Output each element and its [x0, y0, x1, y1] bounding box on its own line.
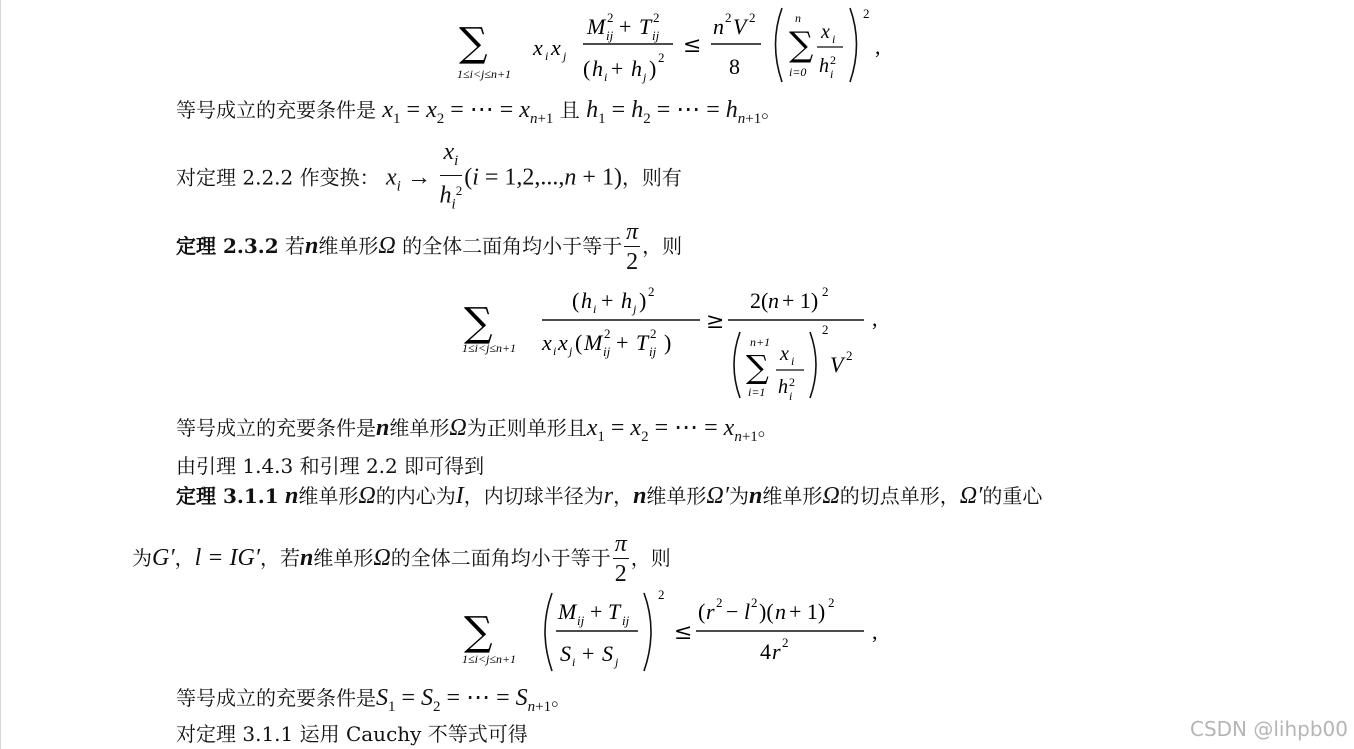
equality-condition-1: 等号成立的充要条件是 $x_1 = x_2$ = ⋯ = $x_{n+1}$ 且 $h_1 = h_2$ = ⋯ = $h_{n+1}$。: [176, 97, 782, 127]
svg-text:+: +: [601, 288, 614, 313]
svg-text:+: +: [582, 641, 595, 666]
svg-text:i: i: [830, 67, 834, 81]
svg-text:T: T: [636, 330, 649, 355]
svg-text:i=1: i=1: [748, 385, 766, 399]
svg-text:ij: ij: [603, 344, 611, 359]
cauchy-line: 对定理 3.1.1 运用 Cauchy 不等式可得: [176, 722, 528, 746]
svg-text:≥: ≥: [706, 309, 725, 334]
theorem-2-3-2: 定理 2.3.2 若n维单形Ω 的全体二面角均小于等于 $\frac{\pi}{2}$ ，则: [176, 219, 683, 275]
svg-text:j: j: [569, 344, 573, 358]
svg-text:2: 2: [604, 326, 611, 341]
svg-text:2: 2: [650, 326, 657, 341]
svg-text:+: +: [611, 56, 624, 81]
svg-text:M: M: [558, 599, 577, 624]
svg-text:j: j: [643, 70, 647, 84]
svg-text:+ 1): + 1): [789, 599, 826, 624]
svg-text:S: S: [560, 641, 571, 666]
svg-text:x: x: [821, 21, 830, 43]
svg-text:r: r: [706, 599, 715, 624]
svg-text:≤: ≤: [674, 620, 693, 645]
svg-text:i: i: [545, 49, 549, 63]
svg-text:1≤i<j≤n+1: 1≤i<j≤n+1: [462, 652, 517, 666]
svg-text:4: 4: [760, 639, 771, 664]
equality-condition-3: 等号成立的充要条件是$S_1 = S_2$ = ⋯ = $S_{n+1}$。: [176, 685, 572, 715]
svg-text:h: h: [819, 55, 829, 77]
svg-text:,: ,: [872, 619, 878, 644]
svg-text:i: i: [791, 354, 795, 368]
svg-text:≤: ≤: [683, 33, 702, 58]
svg-text:2: 2: [789, 375, 795, 389]
svg-text:(: (: [575, 330, 583, 355]
svg-text:n: n: [795, 11, 801, 25]
theorem-label: 定理 2.3.2: [176, 234, 279, 258]
svg-text:h: h: [621, 288, 632, 313]
theorem-3-1-1: 定理 3.1.1 n维单形Ω的内心为I，内切球半径为r，n维单形Ω′为n维单形Ω的切点单形，Ω′的重心: [176, 483, 1043, 509]
svg-text:r: r: [772, 639, 781, 664]
svg-text:i: i: [832, 32, 836, 46]
svg-text:ij: ij: [649, 344, 657, 359]
svg-text:2: 2: [863, 6, 870, 21]
svg-text:2: 2: [653, 10, 660, 25]
theorem-label: 定理 3.1.1: [176, 484, 279, 508]
svg-text:2: 2: [782, 635, 789, 650]
inequality-3: [460, 585, 890, 680]
svg-text:M: M: [587, 14, 606, 39]
inequality-1: [455, 0, 895, 95]
svg-text:): ): [664, 330, 672, 355]
svg-text:i: i: [553, 344, 557, 358]
svg-text:2: 2: [749, 10, 756, 25]
svg-text:2: 2: [830, 53, 836, 67]
svg-text:2(: 2(: [750, 288, 769, 313]
svg-text:i: i: [789, 389, 793, 403]
svg-text:2: 2: [822, 284, 829, 299]
svg-text:h: h: [631, 56, 642, 81]
inequality-2: [460, 280, 890, 405]
svg-text:n: n: [775, 599, 786, 624]
svg-text:2: 2: [822, 322, 829, 337]
svg-text:(: (: [583, 56, 591, 81]
svg-text:∑: ∑: [746, 348, 769, 386]
svg-text:j: j: [633, 302, 637, 316]
svg-text:x: x: [558, 330, 568, 355]
svg-text:n: n: [768, 288, 779, 313]
svg-text:l: l: [744, 599, 751, 624]
svg-text:2: 2: [751, 595, 758, 610]
svg-text:i=0: i=0: [789, 65, 807, 79]
svg-text:1≤i<j≤n+1: 1≤i<j≤n+1: [457, 67, 512, 81]
csdn-watermark: CSDN @lihpb00: [1189, 717, 1348, 741]
svg-text:ij: ij: [622, 613, 630, 628]
svg-text:i: i: [593, 302, 597, 316]
svg-text:T: T: [608, 599, 621, 624]
lemma-reference: 由引理 1.4.3 和引理 2.2 即可得到: [176, 454, 485, 478]
svg-text:V: V: [830, 352, 844, 377]
svg-text:(: (: [698, 599, 706, 624]
svg-text:∑: ∑: [464, 300, 493, 346]
svg-text:+ 1): + 1): [782, 288, 819, 313]
svg-text:+: +: [590, 599, 603, 624]
svg-text:h: h: [778, 376, 788, 398]
svg-text:∑: ∑: [789, 25, 814, 65]
svg-text:2: 2: [725, 10, 732, 25]
equality-condition-2: 等号成立的充要条件是n维单形Ω为正则单形且$x_1 = x_2$ = ⋯ = $x_{n+1}$。: [176, 415, 778, 445]
svg-text:j: j: [563, 49, 567, 63]
theorem-3-1-1-cont: 为G′，l = IG′，若n维单形Ω的全体二面角均小于等于 $\frac{\pi}{2}$ ，则: [132, 531, 671, 587]
svg-text:1≤i<j≤n+1: 1≤i<j≤n+1: [462, 341, 517, 355]
svg-text:M: M: [584, 330, 603, 355]
svg-text:i: i: [604, 70, 608, 84]
svg-text:ij: ij: [652, 28, 660, 43]
svg-text:∑: ∑: [464, 609, 493, 655]
svg-text:2: 2: [658, 587, 665, 602]
svg-text:x: x: [542, 330, 552, 355]
svg-text:): ): [649, 56, 657, 81]
svg-text:j: j: [615, 655, 619, 669]
svg-text:x: x: [533, 35, 543, 60]
svg-text:8: 8: [729, 54, 740, 79]
svg-text:T: T: [639, 14, 652, 39]
svg-text:2: 2: [716, 595, 723, 610]
svg-text:V: V: [733, 14, 747, 39]
svg-text:x: x: [551, 35, 561, 60]
svg-text:n: n: [713, 14, 724, 39]
svg-text:ij: ij: [577, 613, 585, 628]
svg-text:n+1: n+1: [750, 335, 771, 349]
svg-text:2: 2: [658, 50, 665, 65]
svg-text:2: 2: [607, 10, 614, 25]
svg-text:(: (: [572, 288, 580, 313]
svg-text:2: 2: [846, 348, 853, 363]
svg-text:x: x: [780, 343, 789, 365]
svg-text:h: h: [581, 288, 592, 313]
svg-text:h: h: [592, 56, 603, 81]
transformation-line: 对定理 2.2.2 作变换： $x_i$ → $\frac{x_i}{h_i^2}$ (i = 1,2,...,n + 1)，则有: [176, 139, 682, 213]
svg-text:+: +: [619, 14, 632, 39]
svg-text:,: ,: [875, 34, 881, 59]
svg-text:S: S: [602, 641, 613, 666]
svg-text:2: 2: [828, 595, 835, 610]
svg-text:,: ,: [872, 306, 878, 331]
svg-text:): ): [639, 288, 647, 313]
svg-text:i: i: [572, 655, 576, 669]
svg-text:+: +: [616, 330, 629, 355]
svg-text:ij: ij: [606, 28, 614, 43]
svg-text:−: −: [726, 599, 739, 624]
svg-text:2: 2: [648, 284, 655, 299]
svg-text:)(: )(: [759, 599, 774, 624]
svg-text:∑: ∑: [459, 20, 488, 66]
